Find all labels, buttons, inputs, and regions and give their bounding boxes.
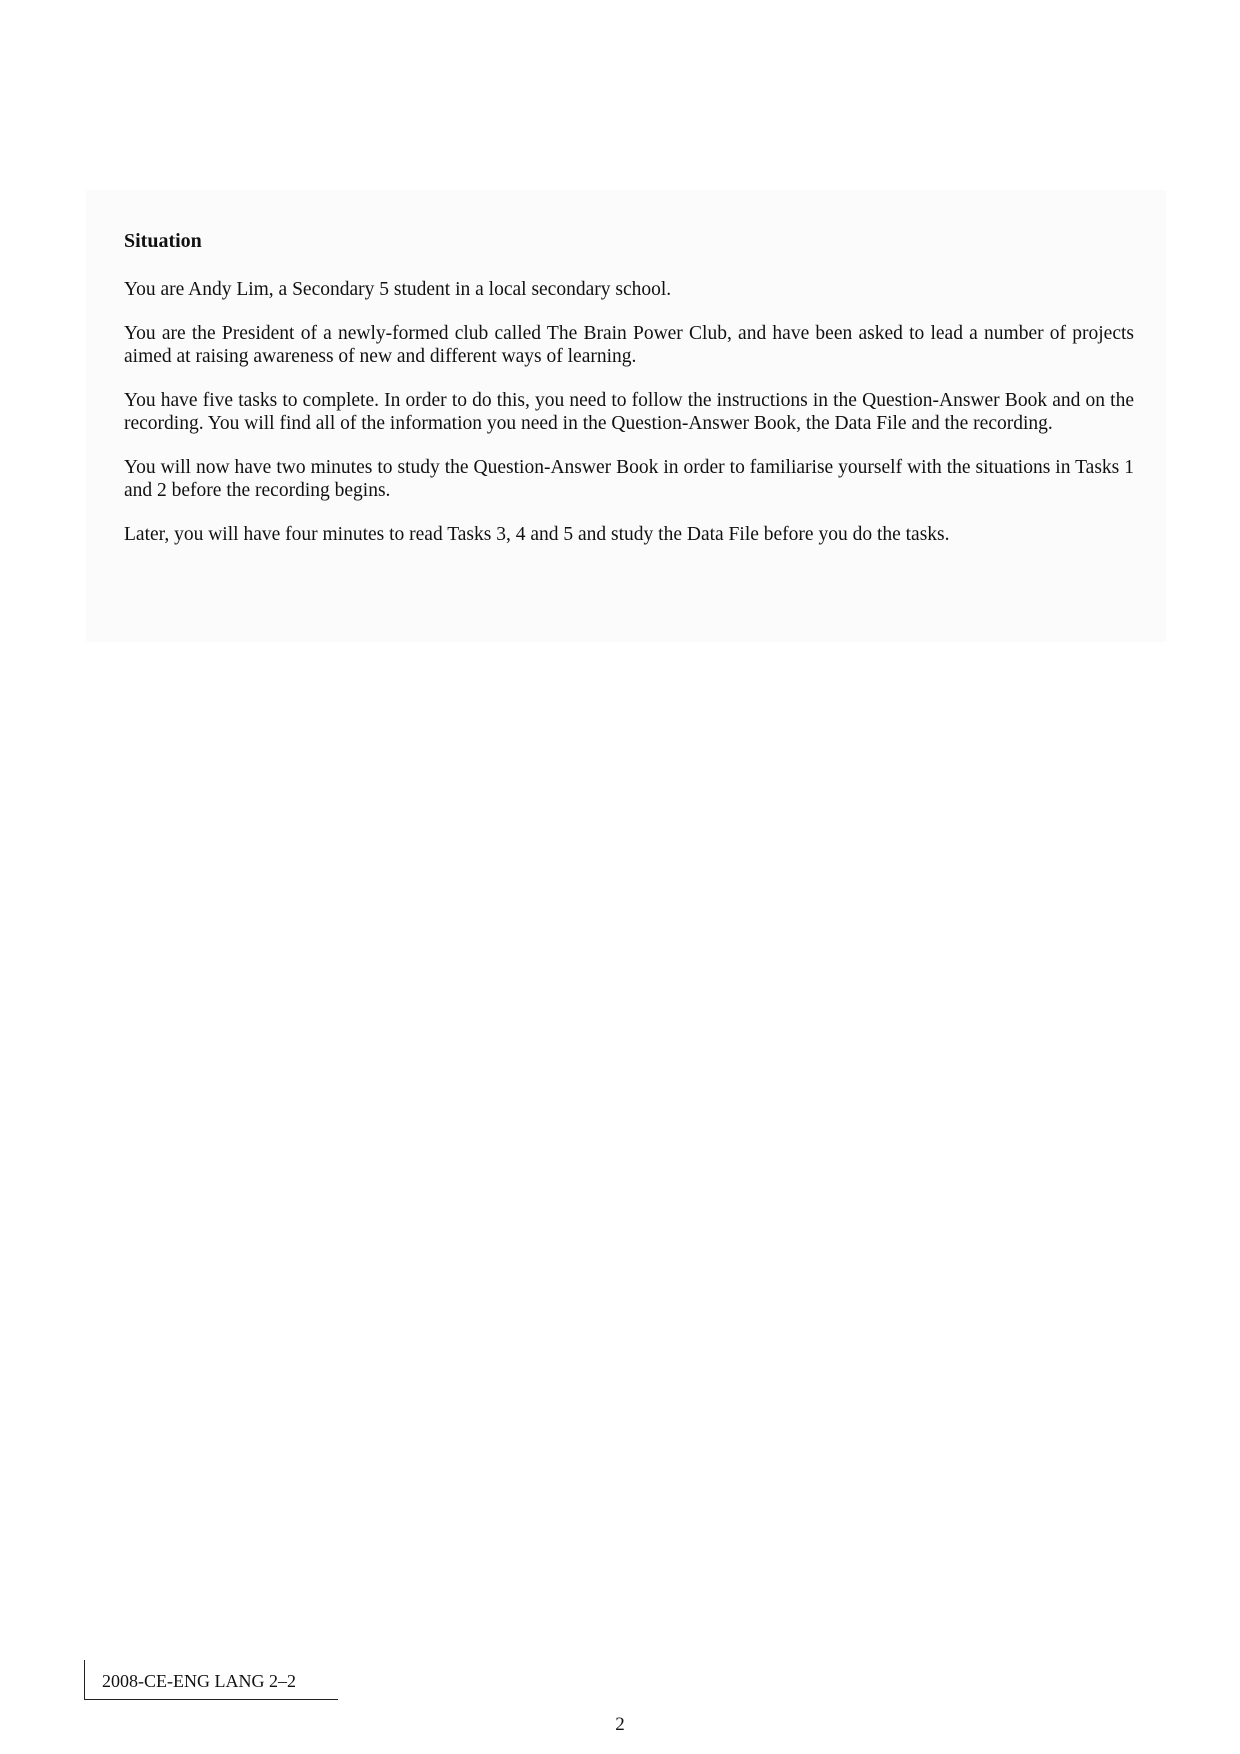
paragraph-later: Later, you will have four minutes to read Tasks 3, 4 and 5 and study the Data File before you do the tasks.: [124, 524, 950, 545]
situation-box: [86, 190, 1166, 642]
paragraph-tasks: You have five tasks to complete. In order to do this, you need to follow the instructions in the Question-Answer Book and on the recording. You will find all of the information you need in the Question-Answer Book, the Data File and the recording.: [124, 390, 1134, 434]
paragraph-president: You are the President of a newly-formed club called The Brain Power Club, and have been asked to lead a number of projects aimed at raising awareness of new and different ways of learning.: [124, 323, 1134, 367]
section-heading: Situation: [124, 230, 202, 252]
exam-code: 2008-CE-ENG LANG 2–2: [102, 1671, 296, 1691]
paragraph-intro: You are Andy Lim, a Secondary 5 student in a local secondary school.: [124, 279, 672, 300]
paragraph-study-time: You will now have two minutes to study the Question-Answer Book in order to familiarise yourself with the situations in Tasks 1 and 2 before the recording begins.: [124, 457, 1134, 501]
page-number: 2: [615, 1714, 625, 1735]
